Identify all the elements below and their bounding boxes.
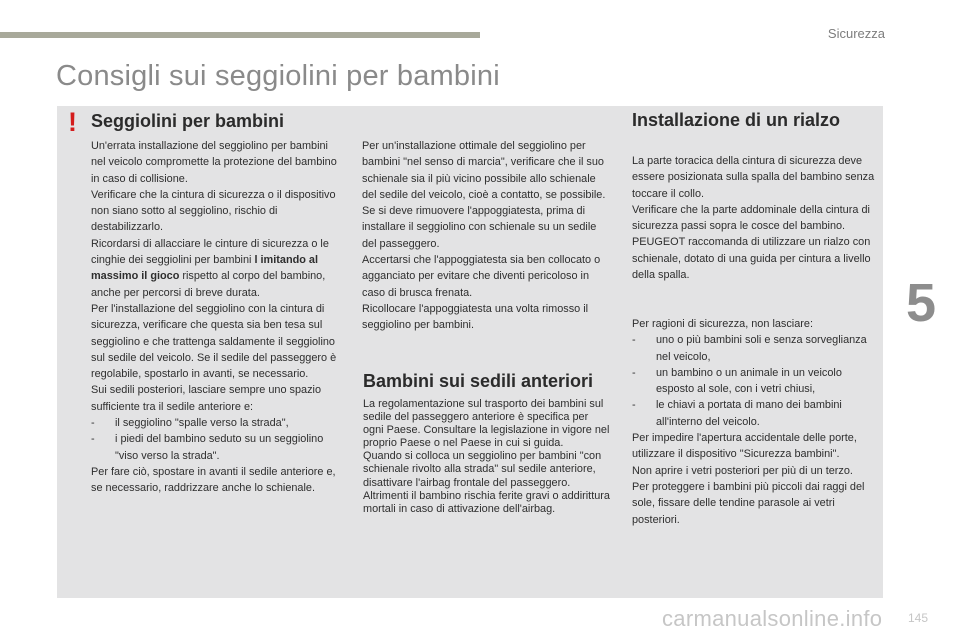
paragraph: Non aprire i vetri posteriori per più di un terzo. — [632, 464, 853, 477]
list-item: - le chiavi a portata di mano dei bambini all'interno del veicolo. — [632, 399, 842, 428]
heading-booster-install: Installazione di un rialzo — [632, 110, 841, 130]
list-item: - i piedi del bambino seduto su un seggiolino "viso verso la strada". — [91, 433, 324, 462]
paragraph: Per ragioni di sicurezza, non lasciare: — [632, 318, 813, 330]
chapter-number: 5 — [905, 273, 936, 333]
paragraph: Per proteggere i bambini più piccoli dai raggi del sole, fissare delle tendine parasole ai vetri posteriori. — [632, 480, 865, 526]
paragraph: La regolamentazione sul trasporto dei bambini sul sedile del passeggero anteriore è specifica per ogni Paese. Consultare la legislazione in vigore nel proprio Paese o nel Paese in cui si guida. — [363, 398, 610, 450]
paragraph: Per fare ciò, spostare in avanti il sedile anteriore e, se necessario, raddrizzare anche lo schienale. — [91, 465, 336, 495]
paragraph: Quando si colloca un seggiolino per bambini "con schienale rivolto alla strada" sul sedile anteriore, disattivare l'airbag frontale del passeggero. Altrimenti il bambino rischia ferite gravi o addirittura mortali in caso di attivazione dell'airbag. — [363, 450, 610, 515]
column-2-text-lower — [363, 398, 611, 516]
paragraph: PEUGEOT raccomanda di utilizzare un rialzo con schienale, dotato di una guida per cintura a livello della spalla. — [632, 236, 871, 282]
list-item: - il seggiolino "spalle verso la strada", — [91, 417, 289, 430]
page-title: Consigli sui seggiolini per bambini — [56, 60, 500, 92]
paragraph: Un'errata installazione del seggiolino per bambini nel veicolo compromette la protezione del bambino in caso di collisione. — [91, 140, 337, 185]
warning-icon: ! — [68, 107, 77, 137]
paragraph: Per impedire l'apertura accidentale delle porte, utilizzare il dispositivo "Sicurezza bambini". — [632, 432, 857, 461]
paragraph: Ricollocare l'appoggiatesta una volta rimosso il seggiolino per bambini. — [362, 302, 589, 332]
paragraph: Ricordarsi di allacciare le cinture di sicurezza o le cinghie dei seggiolini per bambini l imitando al massimo il gioco rispetto al corpo del bambino, anche per percorsi di breve durata. — [91, 237, 329, 299]
column-3-text-lower — [632, 316, 880, 528]
paragraph: Accertarsi che l'appoggiatesta sia ben collocato o agganciato per evitare che diventi pericoloso in caso di brusca frenata. — [362, 254, 601, 299]
heading-front-seats: Bambini sui sedili anteriori — [363, 371, 594, 391]
page-number: 145 — [908, 611, 929, 625]
heading-child-seats: Seggiolini per bambini — [91, 111, 285, 131]
paragraph: Verificare che la cintura di sicurezza o il dispositivo non siano sotto al seggiolino, rischio di destabilizzarlo. — [91, 188, 336, 234]
emphasis-text: l imitando al massimo il gioco — [91, 254, 319, 283]
column-2-text — [362, 138, 610, 334]
paragraph: Per un'installazione ottimale del seggiolino per bambini "nel senso di marcia", verificare che il suo schienale sia il più vicino possibile allo schienale del sedile del veicolo, cioè a contatto, se possibile. — [362, 140, 606, 201]
column-1-text — [91, 138, 343, 497]
paragraph: Verificare che la parte addominale della cintura di sicurezza passi sopra le cosce del bambino. — [632, 203, 870, 233]
paragraph: Se si deve rimuovere l'appoggiatesta, prima di installare il seggiolino con schienale su un sedile del passeggero. — [362, 205, 597, 250]
content-panel — [57, 106, 883, 598]
list-item: - uno o più bambini soli e senza sorveglianza nel veicolo, — [632, 334, 867, 363]
watermark-text: carmanualsonline.info — [662, 606, 883, 631]
column-3-text — [632, 153, 880, 283]
section-label: Sicurezza — [827, 26, 885, 41]
paragraph: La parte toracica della cintura di sicurezza deve essere posizionata sulla spalla del bambino senza toccare il collo. — [632, 155, 875, 200]
paragraph: Sui sedili posteriori, lasciare sempre uno spazio sufficiente tra il sedile anteriore e: — [91, 384, 322, 413]
header-accent-bar — [0, 32, 480, 38]
list-item: - un bambino o un animale in un veicolo esposto al sole, con i vetri chiusi, — [632, 366, 842, 396]
paragraph: Per l'installazione del seggiolino con la cintura di sicurezza, verificare che questa sia ben tesa sul seggiolino e che trattenga saldamente il seggiolino sul sedile del veicolo. Se il sedile del passeggero è regolabile, spostarlo in avanti, se necessario. — [91, 302, 337, 381]
